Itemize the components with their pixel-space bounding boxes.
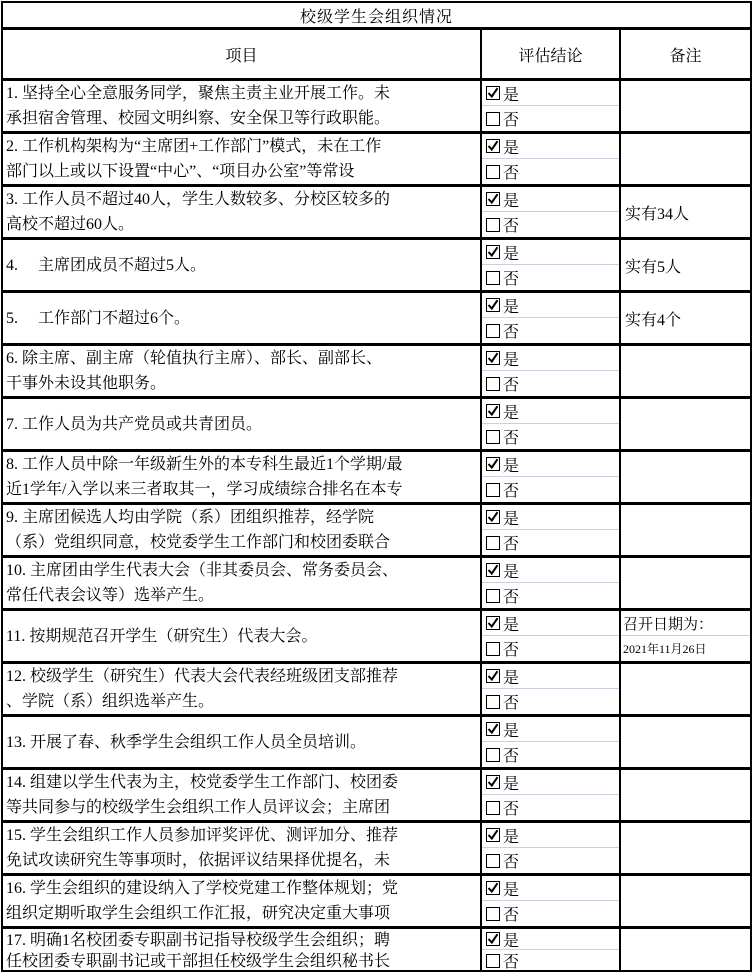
remark-cell: [621, 611, 750, 661]
yes-option[interactable]: [482, 611, 619, 636]
checkbox-checked-icon: [486, 245, 500, 259]
table-row: [3, 555, 750, 608]
checkbox-unchecked-icon: [486, 801, 500, 815]
remark-cell: [621, 929, 750, 972]
yes-label: 是: [503, 298, 520, 316]
no-option[interactable]: [482, 265, 619, 290]
checkbox-checked-icon: [486, 86, 500, 100]
yes-label: 是: [503, 510, 520, 528]
evaluation-cell: [482, 770, 621, 820]
no-label: 否: [503, 954, 520, 971]
no-label: 否: [503, 642, 520, 659]
item-text-line: 3. 工作人员不超过40人，学生人数较多、分校区较多的: [6, 191, 391, 208]
yes-label: 是: [503, 457, 520, 475]
item-cell: [3, 293, 482, 343]
item-text-line: 8. 工作人员中除一年级新生外的本专科生最近1个学期/最: [6, 456, 403, 473]
no-label: 否: [503, 854, 520, 871]
remark-text: 实有4个: [625, 311, 682, 329]
checkbox-unchecked-icon: [486, 377, 500, 391]
evaluation-cell: [482, 293, 621, 343]
yes-option[interactable]: [482, 81, 619, 106]
checkbox-checked-icon: [486, 669, 500, 683]
header-remark: 备注: [669, 47, 702, 65]
no-option[interactable]: [482, 530, 619, 555]
item-text-line: （系）党组织同意，校党委学生工作部门和校团委联合: [6, 534, 391, 551]
yes-label: 是: [503, 881, 520, 899]
student-union-org-table: [1, 1, 752, 972]
checkbox-unchecked-icon: [486, 907, 500, 921]
evaluation-cell: [482, 399, 621, 449]
checkbox-checked-icon: [486, 404, 500, 418]
remark-cell: [621, 876, 750, 926]
evaluation-cell: [482, 929, 621, 972]
table-row: [3, 237, 750, 290]
remark-cell: [621, 505, 750, 555]
item-text-line: 5. 工作部门不超过6个。: [6, 309, 191, 327]
no-option[interactable]: [482, 371, 619, 396]
checkbox-unchecked-icon: [486, 954, 500, 968]
checkbox-unchecked-icon: [486, 324, 500, 338]
table-row: [3, 820, 750, 873]
checkbox-unchecked-icon: [486, 642, 500, 656]
no-label: 否: [503, 695, 520, 712]
evaluation-cell: [482, 187, 621, 237]
no-label: 否: [503, 324, 520, 341]
remark-cell: [621, 293, 750, 343]
table-row: [3, 131, 750, 184]
item-cell: [3, 187, 482, 237]
item-text-line: 免试攻读研究生等事项时，依据评议结果择优提名，未: [6, 852, 391, 869]
yes-option[interactable]: [482, 293, 619, 318]
item-text-line: 高校不超过60人。: [6, 216, 135, 233]
checkbox-unchecked-icon: [486, 589, 500, 603]
yes-label: 是: [503, 775, 520, 793]
table-row: [3, 396, 750, 449]
no-label: 否: [503, 377, 520, 394]
checkbox-checked-icon: [486, 722, 500, 736]
yes-label: 是: [503, 563, 520, 581]
evaluation-cell: [482, 452, 621, 502]
table-row: [3, 926, 750, 972]
item-text-line: 干事外未设其他职务。: [6, 375, 167, 392]
table-row: [3, 608, 750, 661]
no-option[interactable]: [482, 212, 619, 237]
item-text-line: 部门以上或以下设置“中心”、“项目办公室”等常设: [6, 163, 355, 180]
evaluation-cell: [482, 134, 621, 184]
evaluation-cell: [482, 505, 621, 555]
item-text-line: 7. 工作人员为共产党员或共青团员。: [6, 415, 263, 433]
item-cell: [3, 823, 482, 873]
yes-option[interactable]: [482, 717, 619, 742]
yes-option[interactable]: [482, 346, 619, 371]
evaluation-cell: [482, 81, 621, 131]
no-option[interactable]: [482, 950, 619, 971]
no-option[interactable]: [482, 477, 619, 502]
yes-option[interactable]: [482, 664, 619, 689]
checkbox-unchecked-icon: [486, 536, 500, 550]
no-option[interactable]: [482, 106, 619, 131]
yes-option[interactable]: [482, 929, 619, 950]
table-row: [3, 449, 750, 502]
remark-cell: [621, 664, 750, 714]
table-row: [3, 290, 750, 343]
yes-option[interactable]: [482, 876, 619, 901]
checkbox-unchecked-icon: [486, 271, 500, 285]
item-cell: [3, 240, 482, 290]
no-label: 否: [503, 112, 520, 129]
evaluation-cell: [482, 611, 621, 661]
no-label: 否: [503, 589, 520, 606]
remark-cell: [621, 240, 750, 290]
evaluation-cell: [482, 346, 621, 396]
header-evaluation: 评估结论: [482, 30, 621, 78]
item-cell: [3, 399, 482, 449]
yes-label: 是: [503, 404, 520, 422]
table-row: [3, 714, 750, 767]
no-option[interactable]: [482, 159, 619, 184]
item-text-line: 近1学年/入学以来三者取其一，学习成绩综合排名在本专: [6, 481, 403, 498]
item-text-line: 9. 主席团候选人均由学院（系）团组织推荐，经学院: [6, 509, 375, 526]
no-option[interactable]: [482, 795, 619, 820]
yes-option[interactable]: [482, 823, 619, 848]
item-cell: [3, 929, 482, 972]
no-option[interactable]: [482, 583, 619, 608]
no-label: 否: [503, 483, 520, 500]
item-text-line: 2. 工作机构架构为“主席团+工作部门”模式，未在工作: [6, 138, 382, 155]
yes-label: 是: [503, 86, 520, 104]
item-cell: [3, 81, 482, 131]
item-text-line: 常任代表会议等）选举产生。: [6, 587, 215, 604]
checkbox-checked-icon: [486, 563, 500, 577]
header-item: 项目: [3, 30, 482, 78]
yes-label: 是: [503, 351, 520, 369]
yes-label: 是: [503, 139, 520, 157]
item-text-line: 10. 主席团由学生代表大会（非其委员会、常务委员会、: [6, 562, 399, 579]
item-cell: [3, 452, 482, 502]
no-option[interactable]: [482, 901, 619, 926]
checkbox-checked-icon: [486, 457, 500, 471]
no-label: 否: [503, 271, 520, 288]
table-row: [3, 767, 750, 820]
table-body: [3, 78, 750, 972]
yes-label: 是: [503, 669, 520, 687]
evaluation-cell: [482, 823, 621, 873]
yes-option[interactable]: [482, 134, 619, 159]
checkbox-checked-icon: [486, 881, 500, 895]
no-label: 否: [503, 801, 520, 818]
item-cell: [3, 611, 482, 661]
evaluation-cell: [482, 876, 621, 926]
item-cell: [3, 717, 482, 767]
table-row: [3, 873, 750, 926]
checkbox-checked-icon: [486, 932, 500, 946]
no-option[interactable]: [482, 318, 619, 343]
remark-cell: [621, 558, 750, 608]
no-label: 否: [503, 907, 520, 924]
yes-label: 是: [503, 192, 520, 210]
checkbox-checked-icon: [486, 775, 500, 789]
no-label: 否: [503, 218, 520, 235]
yes-option[interactable]: [482, 505, 619, 530]
table-row: [3, 78, 750, 131]
table-row: [3, 184, 750, 237]
yes-label: 是: [503, 722, 520, 740]
checkbox-checked-icon: [486, 192, 500, 206]
checkbox-unchecked-icon: [486, 748, 500, 762]
no-label: 否: [503, 430, 520, 447]
item-cell: [3, 770, 482, 820]
remark-label: 召开日期为：: [621, 611, 750, 636]
yes-option[interactable]: [482, 187, 619, 212]
remark-cell: [621, 134, 750, 184]
evaluation-cell: [482, 558, 621, 608]
remark-cell: [621, 399, 750, 449]
checkbox-checked-icon: [486, 616, 500, 630]
checkbox-checked-icon: [486, 828, 500, 842]
no-option[interactable]: [482, 424, 619, 449]
checkbox-checked-icon: [486, 510, 500, 524]
no-label: 否: [503, 748, 520, 765]
yes-label: 是: [503, 245, 520, 263]
yes-option[interactable]: [482, 770, 619, 795]
evaluation-cell: [482, 717, 621, 767]
item-text-line: 、学院（系）组织选举产生。: [6, 693, 215, 710]
yes-label: 是: [503, 932, 520, 950]
no-label: 否: [503, 536, 520, 553]
item-text-line: 13. 开展了春、秋季学生会组织工作人员全员培训。: [6, 733, 367, 751]
item-cell: [3, 876, 482, 926]
evaluation-cell: [482, 240, 621, 290]
item-cell: [3, 558, 482, 608]
remark-cell: [621, 717, 750, 767]
yes-option[interactable]: [482, 399, 619, 424]
remark-text: 实有34人: [625, 205, 690, 223]
item-text-line: 承担宿舍管理、校园文明纠察、安全保卫等行政职能。: [6, 110, 391, 127]
no-label: 否: [503, 165, 520, 182]
item-text-line: 11. 按期规范召开学生（研究生）代表大会。: [6, 627, 318, 645]
no-option[interactable]: [482, 742, 619, 767]
table-row: [3, 502, 750, 555]
item-text-line: 任校团委专职副书记或干部担任校级学生会组织秘书长: [6, 952, 391, 970]
item-cell: [3, 505, 482, 555]
checkbox-unchecked-icon: [486, 112, 500, 126]
item-text-line: 等共同参与的校级学生会组织工作人员评议会；主席团: [6, 799, 391, 816]
no-option[interactable]: [482, 636, 619, 661]
table-row: [3, 343, 750, 396]
item-cell: [3, 134, 482, 184]
item-text-line: 组织定期听取学生会组织工作汇报，研究决定重大事项: [6, 905, 391, 922]
checkbox-unchecked-icon: [486, 695, 500, 709]
yes-label: 是: [503, 828, 520, 846]
remark-text: 实有5人: [625, 258, 682, 276]
checkbox-checked-icon: [486, 298, 500, 312]
remark-cell: [621, 770, 750, 820]
yes-option[interactable]: [482, 558, 619, 583]
checkbox-unchecked-icon: [486, 854, 500, 868]
table-row: [3, 661, 750, 714]
yes-option[interactable]: [482, 452, 619, 477]
item-text-line: 14. 组建以学生代表为主，校党委学生工作部门、校团委: [6, 774, 399, 791]
item-cell: [3, 346, 482, 396]
item-text-line: 6. 除主席、副主席（轮值执行主席）、部长、副部长、: [6, 350, 383, 367]
remark-cell: [621, 187, 750, 237]
item-text-line: 4. 主席团成员不超过5人。: [6, 256, 207, 274]
table-header: [3, 27, 750, 78]
no-option[interactable]: [482, 848, 619, 873]
yes-option[interactable]: [482, 240, 619, 265]
item-text-line: 17. 明确1名校团委专职副书记指导校级学生会组织；聘: [6, 931, 391, 949]
no-option[interactable]: [482, 689, 619, 714]
evaluation-cell: [482, 664, 621, 714]
item-text-line: 15. 学生会组织工作人员参加评奖评优、测评加分、推荐: [6, 827, 399, 844]
remark-cell: [621, 823, 750, 873]
checkbox-checked-icon: [486, 139, 500, 153]
item-text-line: 1. 坚持全心全意服务同学，聚焦主责主业开展工作。未: [6, 85, 391, 102]
table-title: 校级学生会组织情况: [299, 8, 453, 26]
item-text-line: 12. 校级学生（研究生）代表大会代表经班级团支部推荐: [6, 668, 399, 685]
remark-cell: [621, 346, 750, 396]
checkbox-unchecked-icon: [486, 165, 500, 179]
item-text-line: 16. 学生会组织的建设纳入了学校党建工作整体规划；党: [6, 880, 399, 897]
checkbox-unchecked-icon: [486, 483, 500, 497]
checkbox-unchecked-icon: [486, 430, 500, 444]
checkbox-checked-icon: [486, 351, 500, 365]
yes-label: 是: [503, 616, 520, 634]
checkbox-unchecked-icon: [486, 218, 500, 232]
remark-cell: [621, 81, 750, 131]
item-cell: [3, 664, 482, 714]
remark-date: 2021年11月26日: [623, 642, 707, 656]
remark-cell: [621, 452, 750, 502]
